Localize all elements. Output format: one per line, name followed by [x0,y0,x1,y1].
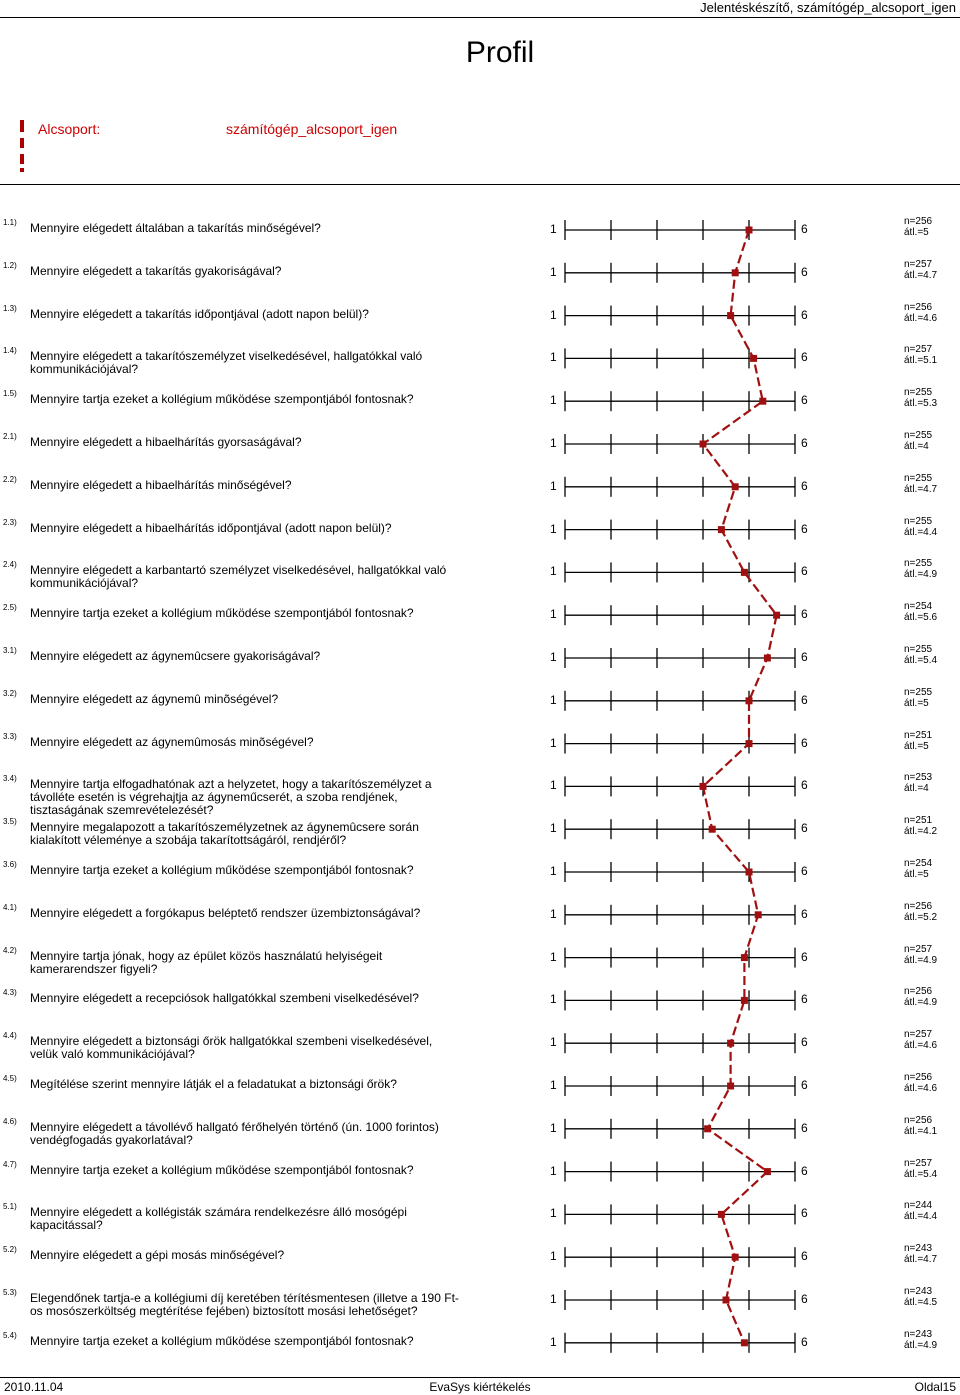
average-value: átl.=5.3 [904,398,938,410]
scale-max-label: 6 [801,264,808,279]
question-number: 1.2) [3,260,17,270]
average-value: átl.=4.6 [904,1040,938,1052]
response-count: n=256 [904,900,933,912]
question-number: 4.1) [3,902,17,912]
scale-min-label: 1 [550,692,557,707]
question-number: 3.4) [3,774,17,784]
question-text: Mennyire elégedett az ágynemû minõségével? [30,691,279,706]
question-text: Mennyire elégedett a gépi mosás minőségével? [30,1248,285,1263]
average-value: átl.=4.9 [904,569,938,581]
question-number: 3.1) [3,646,17,655]
scale-min-label: 1 [550,264,557,279]
scale-max-label: 6 [801,778,808,793]
response-count: n=251 [904,729,933,741]
response-count: n=255 [904,430,933,441]
profile-point [764,1168,771,1175]
response-count: n=255 [904,686,933,698]
response-count: n=244 [904,1200,933,1212]
scale-max-label: 6 [801,864,808,878]
page-title: Profil [465,36,535,69]
average-value: átl.=5 [904,697,929,709]
question-text: Mennyire elégedett az ágynemûmosás minõségével? [30,734,314,749]
response-count: n=255 [904,515,933,527]
response-count: n=255 [904,558,933,570]
average-value: átl.=5.2 [904,911,938,923]
profile-point [700,783,707,790]
question-text: Mennyire elégedett a takarítószemélyzet viselkedésével, hallgatókkal való kommunikációjával? [30,349,423,377]
question-text: Mennyire tartja elfogadhatónak azt a helyzetet, hogy a takarítószemélyzet a távolléte esetén is végrehajtja az ágyneműcserét, a szoba rendjének, tisztaságának szemrevételezését? [30,777,432,818]
scale-max-label: 6 [801,1206,808,1221]
question-number: 1.5) [3,389,17,399]
profile-point [741,569,748,576]
scale-min-label: 1 [550,735,557,750]
profile-point [732,483,739,490]
question-text: Mennyire elégedett a hibaelhárítás időpontjával (adott napon belül)? [30,520,392,535]
question-text: Mennyire elégedett a recepciósok hallgatókkal szembeni viselkedésével? [30,991,419,1006]
average-value: átl.=4.9 [904,1339,938,1351]
scale-min-label: 1 [550,222,557,236]
response-count: n=254 [904,601,933,613]
average-value: átl.=5.1 [904,355,938,367]
profile-point [718,1211,725,1218]
scale-max-label: 6 [801,650,808,664]
average-value: átl.=5 [904,740,929,752]
question-text: Mennyire elégedett a távollévő hallgató férőhelyén történő (ún. 1000 forintos) vendégfogadás gyakorlatával? [30,1119,439,1147]
scale-max-label: 6 [801,735,808,750]
question-number: 5.1) [3,1202,17,1212]
profile-point [704,1125,711,1132]
profile-point [727,312,734,319]
profile-point [741,1339,748,1346]
response-count: n=257 [904,344,933,356]
scale-min-label: 1 [550,992,557,1007]
scale-min-label: 1 [550,607,557,622]
question-number: 5.2) [3,1245,17,1255]
question-text: Mennyire elégedett a hibaelhárítás minőségével? [30,477,292,492]
average-value: átl.=4.6 [904,312,938,324]
question-number: 4.7) [3,1159,17,1169]
average-value: átl.=4 [904,783,929,795]
average-value: átl.=4.9 [904,997,938,1009]
question-number: 2.2) [3,474,17,484]
question-number: 5.4) [3,1330,17,1340]
profile-point [764,655,771,662]
scale-max-label: 6 [801,949,808,964]
response-count: n=256 [904,301,933,313]
average-value: átl.=5.4 [904,655,938,666]
profile-point [741,997,748,1004]
scale-max-label: 6 [801,222,808,236]
scale-min-label: 1 [550,478,557,493]
question-number: 4.5) [3,1074,17,1083]
subgroup-value: számítógép_alcsoport_igen [226,121,398,137]
response-count: n=243 [904,1328,933,1340]
profile-point [741,954,748,961]
average-value: átl.=4.2 [904,826,938,838]
question-number: 1.1) [3,218,17,227]
scale-max-label: 6 [801,1120,808,1135]
scale-max-label: 6 [801,1035,808,1050]
profile-point [723,1297,730,1304]
average-value: átl.=5.4 [904,1168,938,1180]
profile-point [746,227,753,234]
question-text: Mennyire elégedett a karbantartó személyzet viselkedésével, hallgatókkal való kommunikációjával? [30,563,447,591]
response-count: n=257 [904,1029,933,1041]
question-text: Mennyire tartja ezeket a kollégium működése szempontjából fontosnak? [30,863,414,877]
response-count: n=243 [904,1243,933,1255]
question-text: Mennyire elégedett a biztonsági őrök hallgatókkal szembeni viselkedésével, velük való kommunikációjával? [30,1034,433,1062]
average-value: átl.=5 [904,227,929,238]
scale-max-label: 6 [801,992,808,1007]
question-number: 3.3) [3,731,17,741]
scale-min-label: 1 [550,564,557,579]
response-count: n=253 [904,772,933,784]
question-number: 2.4) [3,560,17,570]
scale-max-label: 6 [801,1249,808,1264]
scale-min-label: 1 [550,1334,557,1349]
scale-max-label: 6 [801,1292,808,1306]
scale-max-label: 6 [801,350,808,365]
scale-max-label: 6 [801,393,808,408]
response-count: n=256 [904,986,933,998]
question-text: Mennyire elégedett az ágynemûcsere gyakoriságával? [30,649,321,663]
question-text: Mennyire elégedett a takarítás gyakoriságával? [30,263,282,278]
question-number: 2.1) [3,432,17,441]
response-count: n=243 [904,1286,933,1297]
scale-min-label: 1 [550,1292,557,1306]
question-text: Elegendőnek tartja-e a kollégiumi díj keretében térítésmentesen (illetve a 190 Ft-os mosószerköltség megtérítése fejében) biztosított mosási lehetőséget? [30,1291,459,1318]
question-text: Mennyire tartja ezeket a kollégium működése szempontjából fontosnak? [30,392,414,407]
scale-max-label: 6 [801,307,808,322]
profile-point [746,697,753,704]
report-header: Jelentéskészítő, számítógép_alcsoport_igen [700,0,956,15]
question-text: Mennyire tartja ezeket a kollégium működése szempontjából fontosnak? [30,1162,414,1177]
scale-min-label: 1 [550,906,557,921]
scale-max-label: 6 [801,436,808,450]
question-text: Mennyire elégedett a forgókapus beléptető rendszer üzembiztonságával? [30,905,421,920]
average-value: átl.=4.5 [904,1297,938,1308]
scale-min-label: 1 [550,1120,557,1135]
question-number: 3.5) [3,817,17,827]
profile-point [709,826,716,833]
average-value: átl.=5 [904,869,929,880]
question-number: 1.3) [3,303,17,313]
response-count: n=256 [904,216,933,227]
question-text: Mennyire elégedett a takarítás időpontjával (adott napon belül)? [30,306,369,321]
scale-max-label: 6 [801,607,808,622]
scale-min-label: 1 [550,650,557,664]
question-number: 5.3) [3,1288,17,1297]
scale-min-label: 1 [550,393,557,408]
question-number: 2.5) [3,603,17,613]
average-value: átl.=4 [904,441,929,452]
scale-min-label: 1 [550,521,557,536]
footer-date: 2010.11.04 [4,1380,64,1394]
response-count: n=251 [904,815,933,827]
response-count: n=257 [904,1157,933,1169]
response-count: n=255 [904,644,933,655]
profile-point [700,441,707,448]
scale-min-label: 1 [550,1078,557,1092]
scale-max-label: 6 [801,564,808,579]
scale-min-label: 1 [550,864,557,878]
question-text: Mennyire tartja ezeket a kollégium működése szempontjából fontosnak? [30,606,414,621]
scale-min-label: 1 [550,1035,557,1050]
profile-point [727,1083,734,1090]
profile-point [746,869,753,876]
profile-point [732,1254,739,1261]
subgroup-label: Alcsoport: [38,121,101,137]
scale-max-label: 6 [801,1078,808,1092]
question-text: Mennyire megalapozott a takarítószemélyzetnek az ágynemûcsere során kialakított véleménye a szobája takarítottságáról, rendjéről? [30,820,419,848]
response-count: n=255 [904,472,933,484]
response-count: n=255 [904,387,933,399]
footer-divider [0,1377,960,1378]
question-text: Mennyire elégedett a hibaelhárítás gyorsaságával? [30,435,302,449]
scale-min-label: 1 [550,821,557,836]
question-text: Megítélése szerint mennyire látják el a feladatukat a biztonsági őrök? [30,1077,397,1091]
profile-point [727,1040,734,1047]
profile-point [732,269,739,276]
scale-max-label: 6 [801,1163,808,1178]
response-count: n=254 [904,858,933,869]
question-text: Mennyire tartja ezeket a kollégium működése szempontjából fontosnak? [30,1333,414,1348]
profile-point [718,526,725,533]
average-value: átl.=4.9 [904,954,938,966]
average-value: átl.=4.4 [904,1211,938,1223]
question-number: 2.3) [3,517,17,527]
average-value: átl.=4.7 [904,1254,938,1266]
scale-min-label: 1 [550,1163,557,1178]
scale-min-label: 1 [550,1249,557,1264]
scale-min-label: 1 [550,1206,557,1221]
average-value: átl.=4.7 [904,483,938,495]
average-value: átl.=4.7 [904,269,938,281]
scale-min-label: 1 [550,350,557,365]
question-number: 1.4) [3,346,17,356]
scale-min-label: 1 [550,778,557,793]
average-value: átl.=4.4 [904,526,938,538]
profile-point [759,398,766,405]
question-number: 4.3) [3,988,17,998]
average-value: átl.=5.6 [904,612,938,624]
question-text: Mennyire elégedett általában a takarítás minőségével? [30,221,321,235]
response-count: n=256 [904,1072,933,1083]
question-text: Mennyire elégedett a kollégisták számára rendelkezésre álló mosógépi kapacitással? [30,1205,407,1233]
question-number: 4.4) [3,1031,17,1041]
question-text: Mennyire tartja jónak, hogy az épület közös használatú helyiségeit kamerarendszer figyeli? [30,948,383,976]
scale-max-label: 6 [801,692,808,707]
profile-point [755,911,762,918]
profile-point [750,355,757,362]
average-value: átl.=4.6 [904,1083,938,1094]
scale-max-label: 6 [801,906,808,921]
question-number: 4.6) [3,1116,17,1126]
response-count: n=257 [904,258,933,270]
response-count: n=257 [904,943,933,955]
profile-point [773,612,780,619]
scale-min-label: 1 [550,436,557,450]
question-number: 4.2) [3,945,17,955]
scale-max-label: 6 [801,821,808,836]
footer-page: Oldal15 [914,1380,956,1394]
question-number: 3.6) [3,860,17,869]
average-value: átl.=4.1 [904,1125,938,1137]
scale-max-label: 6 [801,478,808,493]
scale-max-label: 6 [801,521,808,536]
scale-max-label: 6 [801,1334,808,1349]
scale-min-label: 1 [550,307,557,322]
footer-source: EvaSys kiértékelés [429,1380,531,1394]
profile-point [746,740,753,747]
response-count: n=256 [904,1114,933,1126]
question-number: 3.2) [3,688,17,698]
scale-min-label: 1 [550,949,557,964]
